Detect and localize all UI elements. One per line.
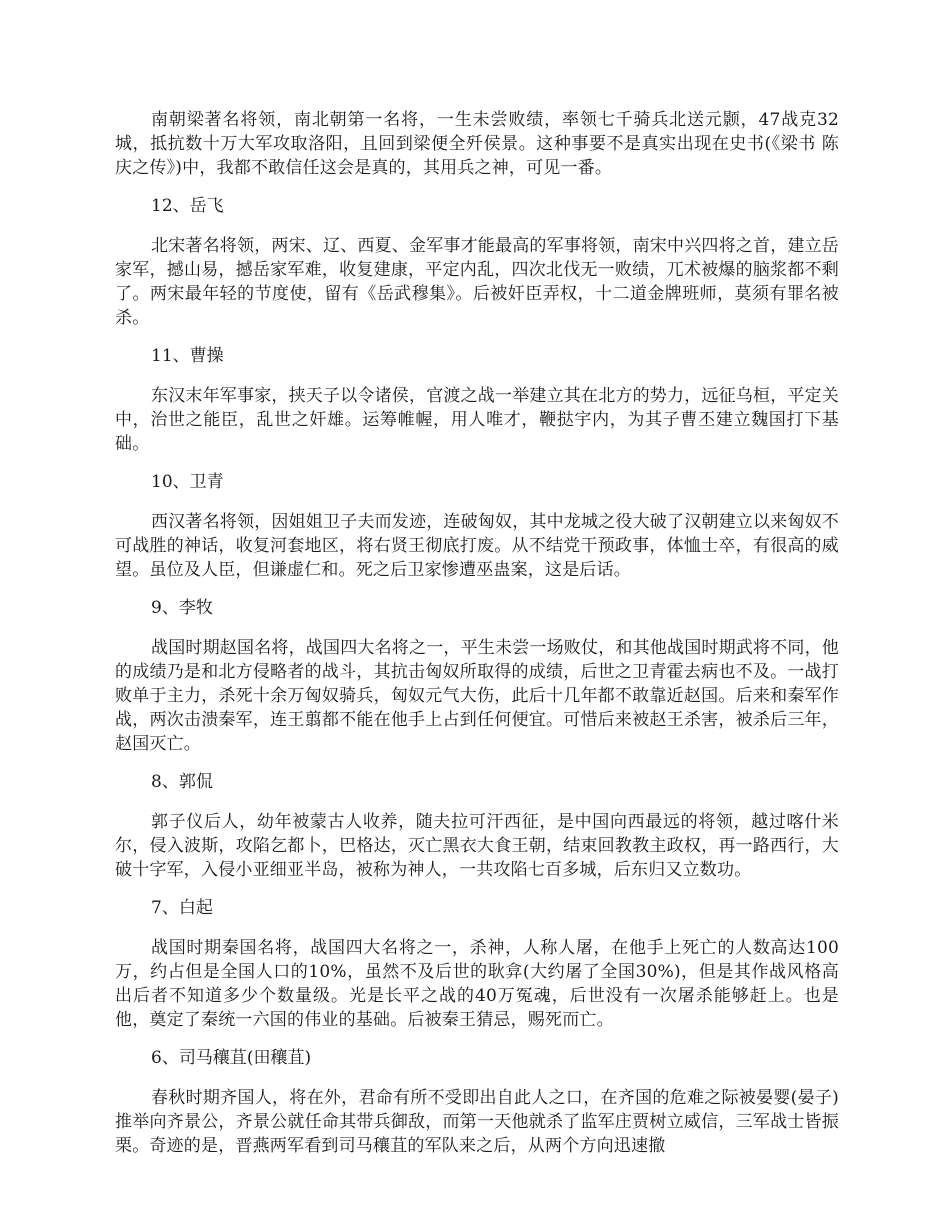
- section-li-mu: [115, 596, 839, 756]
- section-paragraph: 南朝梁著名将领，南北朝第一名将，一生未尝败绩，率领七千骑兵北送元颢，47战克32城，抵抗数十万大军攻取洛阳，且回到梁便全歼侯景。这种事要不是真实出现在史书(《梁书 陈庆之传》)中，我都不敢信任这会是真的，其用兵之神，可见一番。: [115, 110, 839, 178]
- section-heading: 7、白起: [151, 898, 213, 918]
- section-bai-qi: [115, 896, 839, 1032]
- section-paragraph: 战国时期赵国名将，战国四大名将之一，平生未尝一场败仗，和其他战国时期武将不同，他的成绩乃是和北方侵略者的战斗，其抗击匈奴所取得的成绩，后世之卫青霍去病也不及。一战打败单于主力，杀死十余万匈奴骑兵，匈奴元气大伤，此后十几年都不敢靠近赵国。后来和秦军作战，两次击溃秦军，连王翦都不能在他手上占到任何便宜。可惜后来被赵王杀害，被杀后三年，赵国灭亡。: [115, 638, 839, 754]
- section-heading: 12、岳飞: [151, 196, 224, 216]
- section-paragraph: 春秋时期齐国人，将在外，君命有所不受即出自此人之口，在齐国的危难之际被晏婴(晏子)推举向齐景公，齐景公就任命其带兵御敌，而第一天他就杀了监军庄贾树立威信，三军战士皆振栗。奇迹的是，晋燕两军看到司马穰苴的军队来之后，从两个方向迅速撤: [115, 1088, 839, 1156]
- section-heading: 10、卫青: [151, 472, 224, 492]
- section-heading: 8、郭侃: [151, 772, 213, 792]
- section-paragraph: 郭子仪后人，幼年被蒙古人收养，随夫拉可汗西征，是中国向西最远的将领，越过喀什米尔，侵入波斯，攻陷乞都卜，巴格达，灭亡黑衣大食王朝，结束回教教主政权，再一路西行，大破十字军，入侵小亚细亚半岛，被称为神人，一共攻陷七百多城，后东归又立数功。: [115, 812, 839, 880]
- section-paragraph: 战国时期秦国名将，战国四大名将之一，杀神，人称人屠，在他手上死亡的人数高达100万，约占但是全国人口的10%，虽然不及后世的耿弇(大约屠了全国30%)，但是其作战风格高出后者不知道多少个数量级。光是长平之战的40万冤魂，后世没有一次屠杀能够赶上。也是他，奠定了秦统一六国的伟业的基础。后被秦王猜忌，赐死而亡。: [115, 938, 839, 1030]
- section-cao-cao: [115, 344, 839, 456]
- section-paragraph: 东汉末年军事家，挟天子以令诸侯，官渡之战一举建立其在北方的势力，远征乌桓，平定关中，治世之能臣，乱世之奸雄。运筹帷幄，用人唯才，鞭挞宇内，为其子曹丕建立魏国打下基础。: [115, 386, 839, 454]
- section-paragraph: 西汉著名将领，因姐姐卫子夫而发迹，连破匈奴，其中龙城之役大破了汉朝建立以来匈奴不可战胜的神话，收复河套地区，将右贤王彻底打废。从不结党干预政事，体恤士卒，有很高的威望。虽位及人臣，但谦虚仁和。死之后卫家惨遭巫蛊案，这是后话。: [115, 512, 839, 580]
- section-guo-kan: [115, 770, 839, 882]
- section-paragraph: 北宋著名将领，两宋、辽、西夏、金军事才能最高的军事将领，南宋中兴四将之首，建立岳家军，撼山易，撼岳家军难，收复建康，平定内乱，四次北伐无一败绩，兀术被爆的脑浆都不剩了。两宋最年轻的节度使，留有《岳武穆集》。后被奸臣弄权，十二道金牌班师，莫须有罪名被杀。: [115, 236, 839, 328]
- section-heading: 6、司马穰苴(田穰苴): [151, 1048, 312, 1068]
- document-page: [115, 108, 839, 1172]
- section-chen-qingzhi: [115, 108, 839, 180]
- section-yue-fei: [115, 194, 839, 330]
- section-sima-rangju: [115, 1046, 839, 1158]
- section-heading: 11、曹操: [151, 346, 224, 366]
- section-heading: 9、李牧: [151, 598, 213, 618]
- section-wei-qing: [115, 470, 839, 582]
